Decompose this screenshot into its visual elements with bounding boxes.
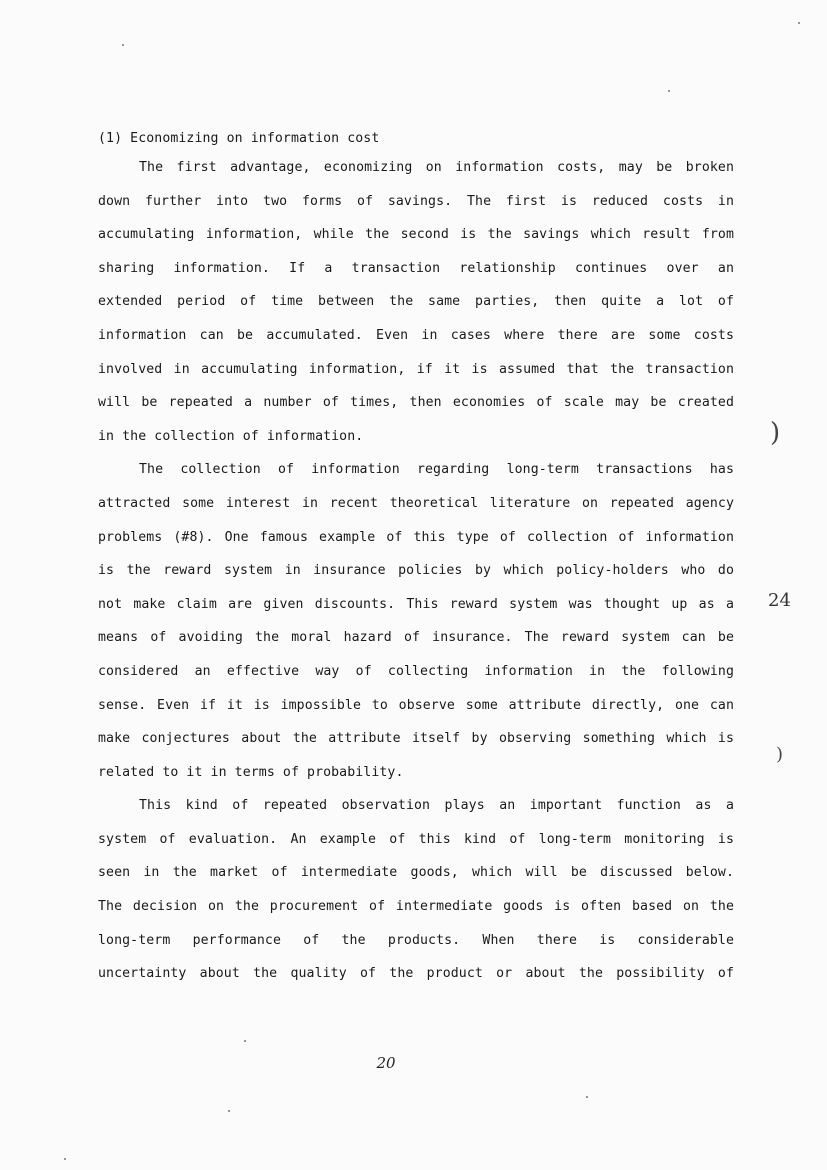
text-line: is the reward system in insurance policies by which policy-holders who do xyxy=(98,563,734,579)
text-line: long-term performance of the products. When there is considerable xyxy=(98,932,734,948)
text-line: uncertainty about the quality of the product or about the possibility of xyxy=(98,966,734,982)
text-line: The first advantage, economizing on information costs, may be broken xyxy=(139,160,734,175)
scan-speck xyxy=(244,1040,246,1042)
text-line: down further into two forms of savings. The first is reduced costs in xyxy=(98,193,734,209)
scan-speck xyxy=(668,90,670,92)
text-line: sharing information. If a transaction relationship continues over an xyxy=(98,260,734,276)
body-text xyxy=(98,128,734,998)
text-line: will be repeated a number of times, then economies of scale may be created xyxy=(98,395,734,411)
text-line: The decision on the procurement of intermediate goods is often based on the xyxy=(98,899,734,915)
paragraph-1 xyxy=(98,158,734,460)
text-line: means of avoiding the moral hazard of insurance. The reward system can be xyxy=(98,630,734,646)
text-line: The collection of information regarding long-term transactions has xyxy=(139,462,734,478)
section-heading: (1) Economizing on information cost xyxy=(98,131,380,146)
text-line: attracted some interest in recent theoretical literature on repeated agency xyxy=(98,495,734,511)
scan-speck xyxy=(586,1096,588,1098)
page-number: 20 xyxy=(376,1054,396,1072)
text-line: related to it in terms of probability. xyxy=(98,764,404,780)
scan-speck xyxy=(122,44,124,46)
scan-speck xyxy=(798,22,800,24)
paragraph-2 xyxy=(98,460,734,796)
text-line: information can be accumulated. Even in cases where there are some costs xyxy=(98,327,734,343)
text-line: sense. Even if it is impossible to observe some attribute directly, one can xyxy=(98,697,734,713)
text-line: considered an effective way of collecting information in the following xyxy=(98,663,734,679)
paragraph-3 xyxy=(98,796,734,998)
handwritten-margin-note: 24 xyxy=(768,590,791,611)
text-line: not make claim are given discounts. This reward system was thought up as a xyxy=(98,596,734,612)
text-line: system of evaluation. An example of this kind of long-term monitoring is xyxy=(98,831,734,847)
handwritten-bracket-mark: ) xyxy=(776,744,784,765)
text-line: in the collection of information. xyxy=(98,428,364,444)
text-line: accumulating information, while the second is the savings which result from xyxy=(98,227,734,243)
text-line: make conjectures about the attribute itself by observing something which is xyxy=(98,731,734,747)
text-line: seen in the market of intermediate goods, which will be discussed below. xyxy=(98,865,734,881)
handwritten-bracket-mark: ) xyxy=(770,418,781,448)
text-line: extended period of time between the same parties, then quite a lot of xyxy=(98,294,734,310)
text-line: involved in accumulating information, if it is assumed that the transaction xyxy=(98,361,734,377)
text-line: This kind of repeated observation plays an important function as a xyxy=(139,798,734,814)
text-line: problems (#8). One famous example of this type of collection of information xyxy=(98,529,734,545)
scan-speck xyxy=(228,1110,230,1112)
scan-speck xyxy=(64,1158,66,1160)
